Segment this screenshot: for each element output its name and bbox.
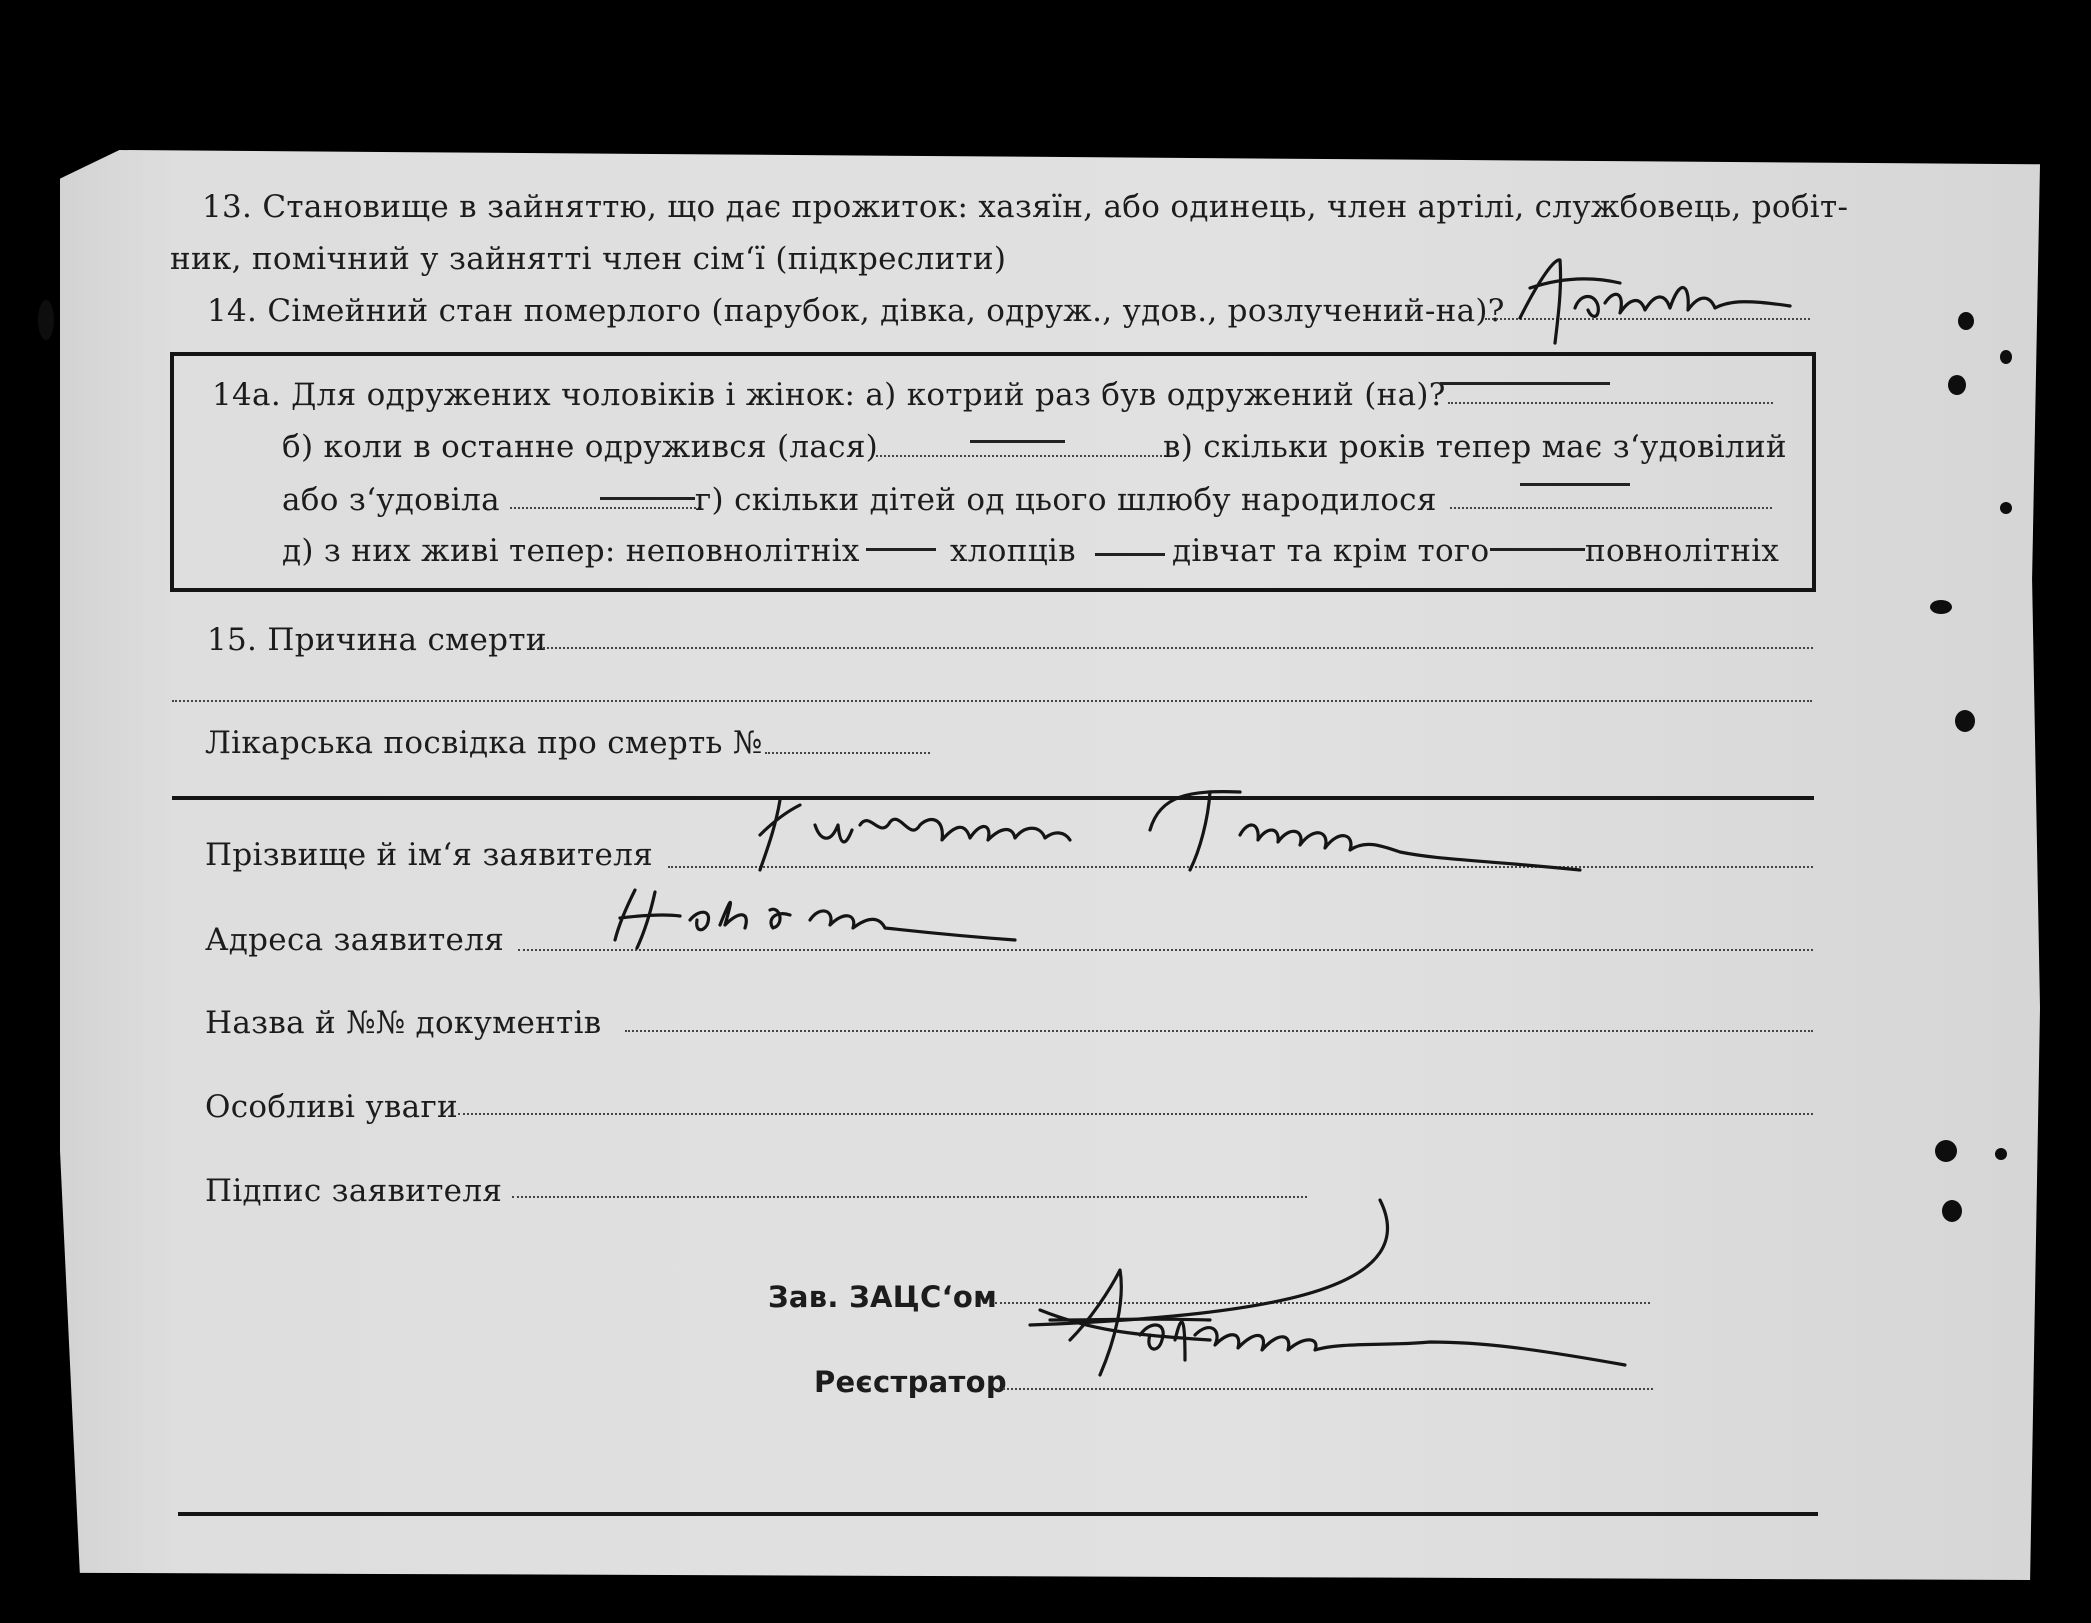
item-13-line-1: 13. Становище в зайняттю, що дає прожиток: хазяїн, або одинець, член артілі, службовець, робіт-: [202, 189, 1849, 225]
minors-dash: [866, 548, 936, 551]
item-15-cause-of-death-label: 15. Причина смерти: [207, 622, 547, 658]
boys-dash: [1095, 553, 1165, 556]
registrar-signature: [1010, 1170, 1650, 1430]
punch-hole: [1942, 1200, 1962, 1222]
punch-hole: [1948, 375, 1966, 395]
item-14a-b-label: б) коли в останне одружився (лася): [282, 429, 879, 465]
marriage-count-dash: [1440, 382, 1610, 385]
punch-hole: [1930, 600, 1952, 614]
girls-dash: [1490, 548, 1585, 551]
item-14a-boys-label: хлопців: [950, 533, 1076, 569]
marriage-count-field: [1448, 402, 1773, 404]
notes-label: Особливі уваги: [205, 1089, 458, 1125]
documents-label: Назва й №№ документів: [205, 1005, 602, 1041]
registrar-label: Реєстратор: [814, 1365, 1007, 1399]
medical-certificate-label: Лікарська посвідка про смерть №: [205, 725, 763, 761]
marital-status-handwriting: [1500, 248, 1800, 358]
punch-hole: [2000, 502, 2012, 514]
cause-of-death-field-2: [172, 700, 1812, 702]
applicant-name-label: Прізвище й ім‘я заявителя: [205, 837, 653, 873]
item-14a-v-label: в) скільки років тепер має з‘удовілий: [1163, 429, 1787, 465]
item-13-line-2: ник, помічний у зайнятті член сім‘ї (підкреслити): [170, 241, 1007, 277]
head-zags-label: Зав. ЗАЦС‘ом: [768, 1280, 998, 1314]
punch-hole: [38, 300, 54, 340]
cause-of-death-field: [538, 647, 1813, 649]
applicant-signature-label: Підпис заявителя: [205, 1173, 503, 1209]
medical-certificate-field: [765, 752, 930, 754]
item-14a-widowed-label: або з‘удовіла: [282, 482, 500, 518]
notes-field: [458, 1113, 1813, 1115]
widowed-dash: [600, 497, 695, 500]
punch-hole: [1958, 312, 1974, 330]
widowed-field: [510, 507, 700, 509]
last-marriage-field: [876, 455, 1166, 457]
children-born-field: [1450, 507, 1772, 509]
item-14a-adults-label: повнолітніх: [1585, 533, 1780, 569]
item-14a-g-label: г) скільки дітей од цього шлюбу народилося: [695, 482, 1437, 518]
punch-hole: [1955, 710, 1975, 732]
applicant-name-handwriting: [720, 770, 1620, 880]
bottom-rule: [178, 1512, 1818, 1516]
punch-hole: [1935, 1140, 1957, 1162]
last-marriage-dash: [970, 440, 1065, 443]
item-14-marital-status-label: 14. Сімейний стан померлого (парубок, дівка, одруж., удов., розлучений-на)?: [207, 293, 1505, 329]
applicant-address-label: Адреса заявителя: [205, 922, 505, 958]
item-14a-line-1: 14а. Для одружених чоловіків і жінок: а) котрий раз був одружений (на)?: [212, 377, 1446, 413]
applicant-address-handwriting: [595, 880, 1095, 960]
documents-field: [625, 1030, 1813, 1032]
punch-hole: [2000, 350, 2012, 364]
item-14a-girls-label: дівчат та крім того: [1172, 533, 1490, 569]
punch-hole: [1995, 1148, 2007, 1160]
item-14a-d-label: д) з них живі тепер: неповнолітніх: [282, 533, 860, 569]
widowed-years-dash: [1520, 483, 1630, 486]
